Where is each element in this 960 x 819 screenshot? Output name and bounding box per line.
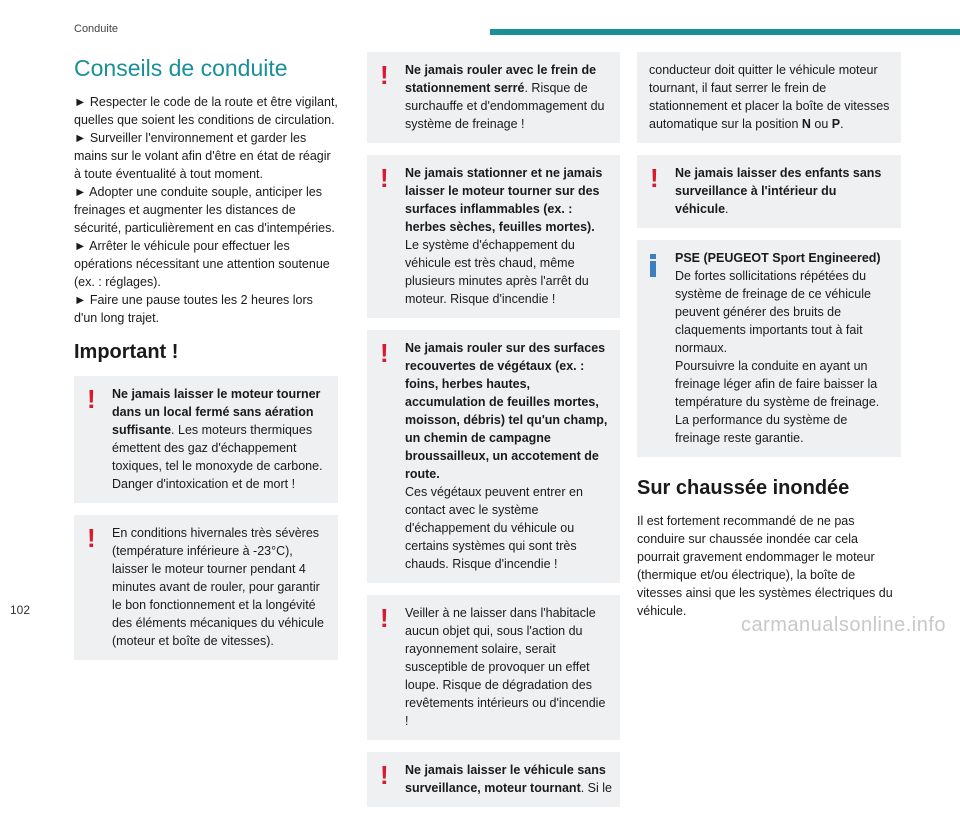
warning-text: . Risque de surchauffe et d'endommagement du système de freinage !	[405, 81, 605, 131]
warning-text: Veiller à ne laisser dans l'habitacle aucun objet qui, sous l'action du rayonnement solaire, serait susceptible de provoquer un effet loupe. Risque de dégradation des revêtements intérieurs ou d'incendie !	[405, 606, 606, 728]
info-text: De fortes sollicitations répétées du système de freinage de ce véhicule peuvent générer des bruits de claquements importants tout à fait normaux.	[675, 269, 871, 355]
advice-bullet: ► Adopter une conduite souple, anticiper les freinages et augmenter les distances de sécurité, particulièrement en cas d'intempéries.	[74, 185, 335, 236]
warning-exclamation-icon: !	[87, 384, 96, 415]
info-bold-text: PSE (PEUGEOT Sport Engineered)	[675, 251, 881, 265]
advice-bullet: ► Faire une pause toutes les 2 heures lors d'un long trajet.	[74, 293, 313, 326]
column-3	[637, 52, 901, 620]
column-1	[74, 50, 338, 672]
warning-text: En conditions hivernales très sévères (température inférieure à -23°C), laisser le moteur tourner pendant 4 minutes avant de rouler, pour garantir le bon fonctionnement et la longévité des éléments mécaniques du véhicule (moteur et boîte de vitesses).	[112, 526, 324, 649]
warning-text: Ces végétaux peuvent entrer en contact avec le système d'échappement du véhicule ou certains systèmes qui sont très chauds. Risque d'incendie !	[405, 485, 583, 571]
warning-box	[367, 752, 620, 807]
flood-heading: Sur chaussée inondée	[637, 477, 850, 499]
page-title: Conseils de conduite	[74, 55, 288, 81]
column-2	[367, 52, 620, 819]
gear-position-n: N	[801, 117, 811, 131]
advice-bullet: ► Arrêter le véhicule pour effectuer les opérations nécessitant une attention soutenue (ex. : réglages).	[74, 239, 330, 290]
warning-exclamation-icon: !	[87, 523, 96, 554]
warning-exclamation-icon: !	[380, 163, 389, 193]
warning-box-continued: conducteur doit quitter le véhicule moteur tournant, il faut serrer le frein de stationnement et placer la boîte de vitesses automatique sur la position N ou P.	[637, 52, 901, 143]
warning-text: conducteur doit quitter le véhicule moteur tournant, il faut serrer le frein de stationnement et placer la boîte de vitesses automatique sur la position	[649, 63, 890, 131]
advice-bullet: ► Surveiller l'environnement et garder les mains sur le volant afin d'être en état de réagir à toute éventualité à tout moment.	[74, 131, 331, 182]
flood-text: Il est fortement recommandé de ne pas conduire sur chaussée inondée car cela pourrait gravement endommager le moteur (thermique et/ou électrique), la boîte de vitesses ainsi que les systèmes électriques du véhicule.	[637, 514, 893, 618]
warning-exclamation-icon: !	[650, 163, 659, 193]
warning-text: . Si le	[580, 781, 612, 795]
warning-text: . Les moteurs thermiques émettent des gaz d'échappement toxiques, tel le monoxyde de carbone. Danger d'intoxication et de mort !	[112, 423, 323, 492]
warning-bold-text: Ne jamais rouler avec le frein de stationnement serré	[405, 63, 597, 95]
warning-box	[367, 595, 620, 740]
warning-box	[367, 52, 620, 143]
warning-bold-text: Ne jamais laisser des enfants sans surveillance à l'intérieur du véhicule	[675, 166, 882, 216]
page-number: 102	[10, 603, 31, 617]
warning-exclamation-icon: !	[380, 760, 389, 790]
info-box	[637, 240, 901, 457]
warning-box	[367, 330, 620, 583]
info-icon	[650, 254, 656, 278]
important-heading: Important !	[74, 341, 179, 364]
warning-box: ! Ne jamais laisser des enfants sans surveillance à l'intérieur du véhicule.	[637, 155, 901, 228]
warning-exclamation-icon: !	[380, 603, 389, 633]
watermark: carmanualsonline.info	[740, 614, 946, 636]
warning-box	[74, 515, 338, 660]
warning-text: Le système d'échappement du véhicule est très chaud, même plusieurs minutes après l'arrêt du moteur. Risque d'incendie !	[405, 238, 589, 306]
header-accent-bar	[490, 29, 960, 35]
section-title: Conduite	[74, 23, 119, 35]
warning-box	[74, 376, 338, 503]
warning-exclamation-icon: !	[380, 60, 389, 90]
gear-position-p: P	[831, 117, 841, 131]
info-text: La performance du système de freinage reste garantie.	[675, 413, 848, 445]
advice-bullet: ► Respecter le code de la route et être vigilant, quelles que soient les conditions de circulation.	[74, 95, 338, 128]
warning-exclamation-icon: !	[380, 338, 389, 368]
warning-bold-text: Ne jamais stationner et ne jamais laisser le moteur tourner sur des surfaces inflammables (ex. : herbes sèches, feuilles mortes).	[405, 166, 603, 234]
warning-bold-text: Ne jamais laisser le véhicule sans surveillance, moteur tournant	[405, 763, 606, 795]
info-text: Poursuivre la conduite en ayant un freinage léger afin de faire baisser la température du système de freinage.	[675, 359, 880, 409]
warning-box	[367, 155, 620, 318]
warning-bold-text: Ne jamais rouler sur des surfaces recouvertes de végétaux (ex. : foins, herbes hautes, accumulation de feuilles mortes, moisson, débris) tel qu'un champ, un chemin de campagne broussailleux, un accotement de route.	[405, 341, 608, 481]
warning-bold-text: Ne jamais laisser le moteur tourner dans un local fermé sans aération suffisante	[112, 387, 321, 438]
